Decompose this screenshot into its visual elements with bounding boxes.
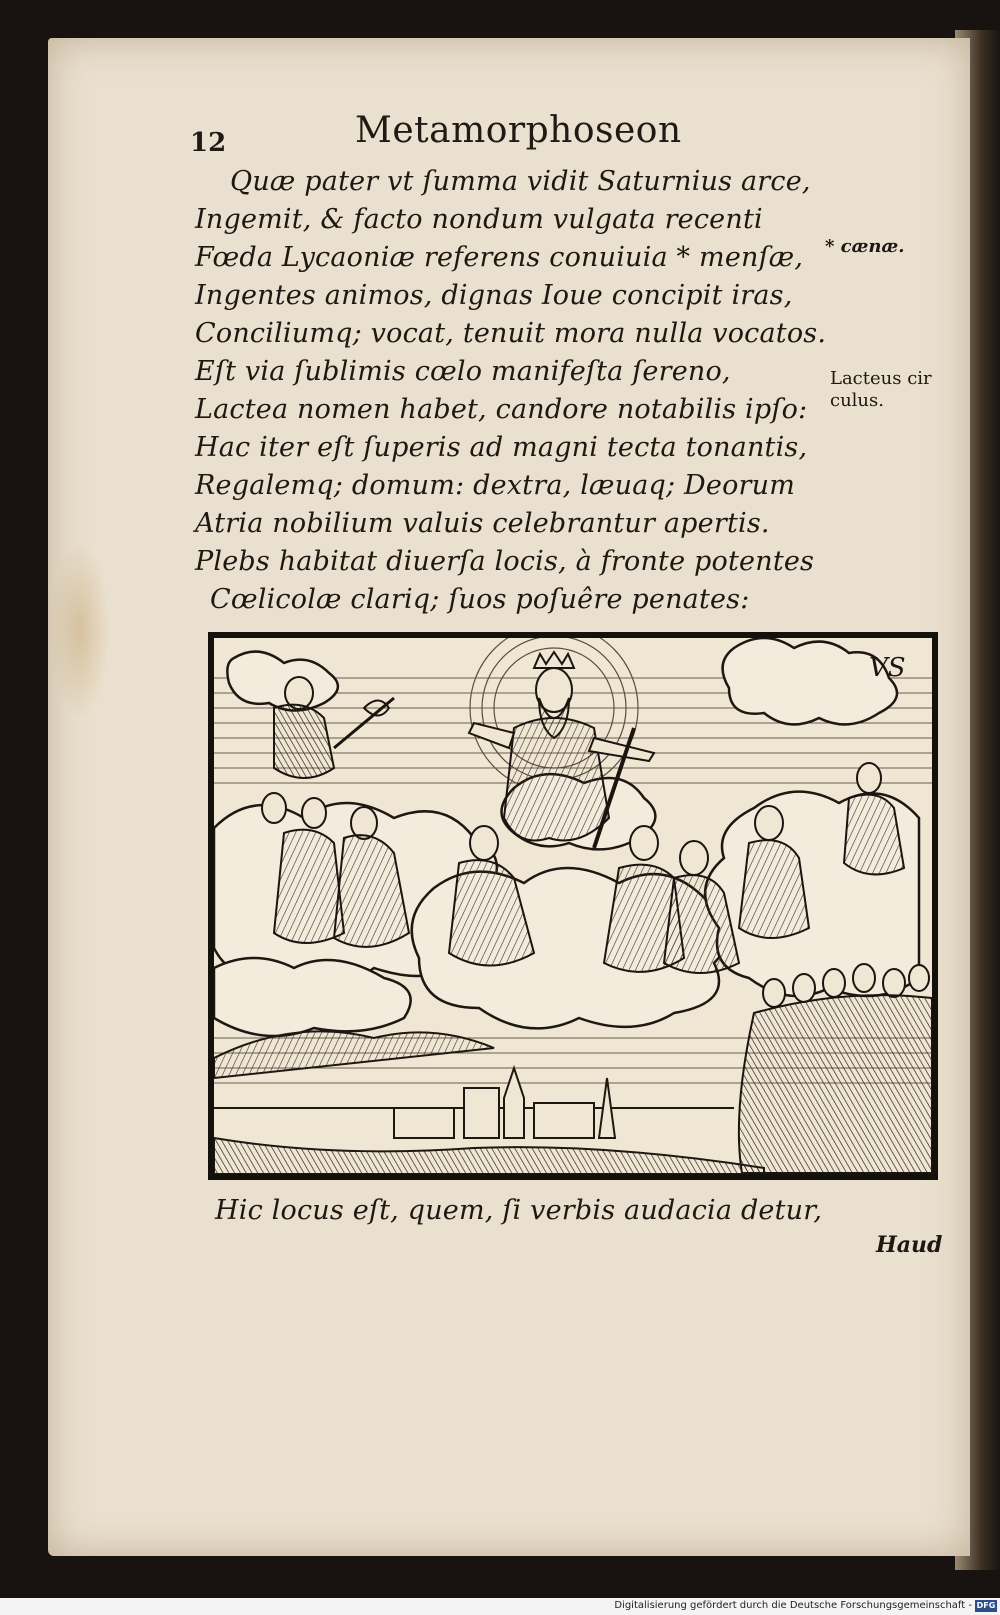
dfg-logo-icon: DFG [976, 1601, 996, 1610]
digitization-footer [0, 1598, 1000, 1615]
verse-line: Conciliumq; vocat, tenuit mora nulla vocatos. [195, 318, 827, 349]
crowd-figures [739, 964, 932, 1173]
running-title: Metamorphoseon [355, 110, 682, 151]
verse-line: Hac iter eſt ſuperis ad magni tecta tonantis, [195, 432, 808, 463]
verse-line: Plebs habitat diuerſa locis, à fronte potentes [195, 546, 815, 577]
verse-line: Regalemq; domum: dextra, læuaq; Deorum [195, 470, 796, 501]
verse-line: Atria nobilium valuis celebrantur apertis. [195, 508, 770, 539]
margin-note: * cænæ. [825, 236, 905, 257]
page-stain [50, 540, 110, 720]
verse-line: Ingemit, & facto nondum vulgata recenti [195, 204, 763, 235]
margin-note-line: culus. [830, 390, 884, 411]
woodcut-monogram: VS [869, 653, 906, 683]
verse-line: Eſt via ſublimis cœlo manifeſta ſereno, [195, 356, 731, 387]
verse-line: Fœda Lycaoniæ referens conuiuia * menſæ, [195, 242, 804, 273]
verse-line: Quæ pater vt ſumma vidit Saturnius arce, [230, 166, 811, 197]
margin-note-line: Lacteus cir [830, 368, 932, 389]
verse-line: Cœlicolæ clariq; ſuos poſuêre penates: [210, 584, 750, 615]
verse-line: Ingentes animos, dignas Ioue concipit iras, [195, 280, 793, 311]
margin-note [830, 368, 932, 412]
page-number: 12 [190, 128, 227, 158]
catchword: Haud [876, 1232, 943, 1258]
verse-line: Lactea nomen habet, candore notabilis ipſo: [195, 394, 808, 425]
woodcut-illustration [208, 632, 938, 1180]
verse-line: Hic locus eſt, quem, ſi verbis audacia detur, [215, 1195, 823, 1226]
footer-credit: Digitalisierung gefördert durch die Deutsche Forschungsgemeinschaft - [614, 1600, 972, 1611]
